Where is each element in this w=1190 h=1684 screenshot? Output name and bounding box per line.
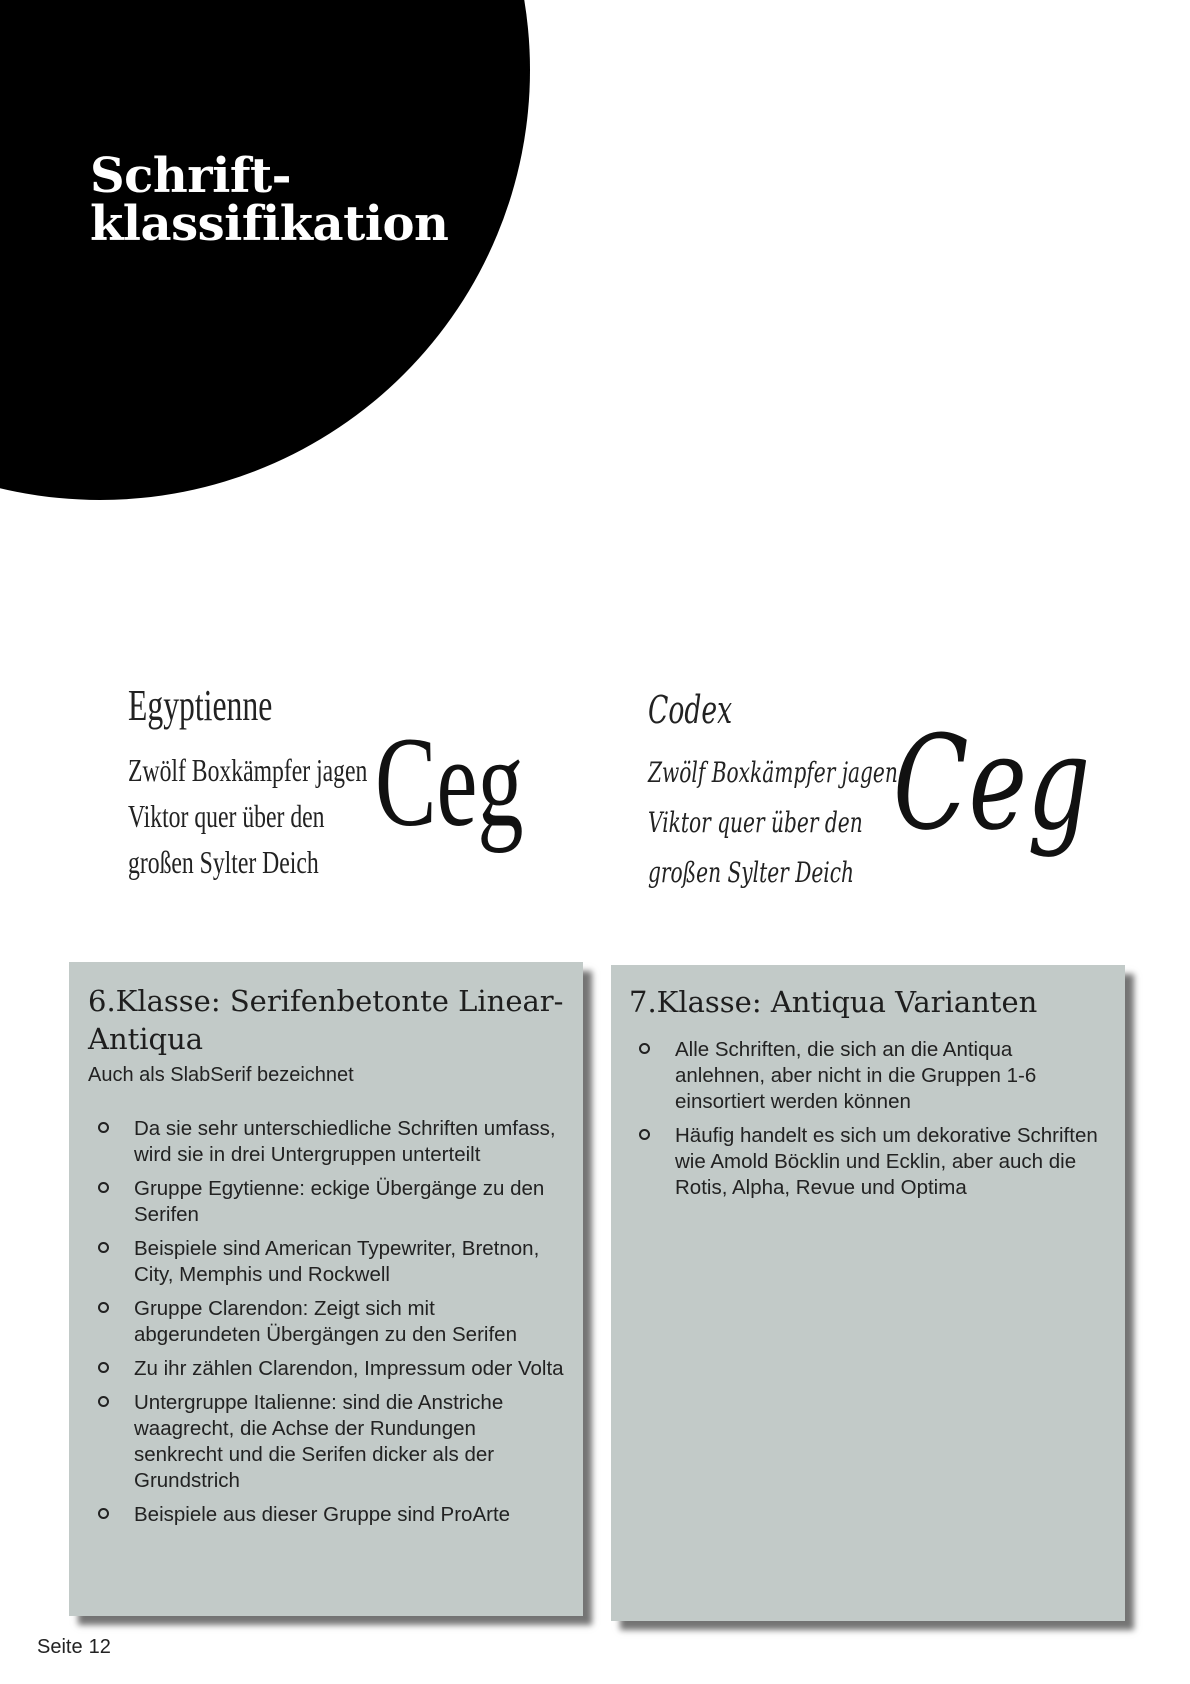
list-item — [88, 1116, 565, 1168]
bullet-list — [629, 1037, 1107, 1201]
list-item-text: Beispiele sind American Typewriter, Bretnon, City, Memphis und Rockwell — [134, 1237, 540, 1286]
list-item-text: Häufig handelt es sich um dekorative Schriften wie Amold Böcklin und Ecklin, aber auch die Rotis, Alpha, Revue und Optima — [675, 1124, 1098, 1199]
specimen-line: großen Sylter Deich — [648, 856, 855, 889]
circle-bullet-icon — [639, 1129, 650, 1140]
list-item — [88, 1176, 565, 1228]
list-item — [629, 1123, 1107, 1201]
list-item-text: Da sie sehr unterschiedliche Schriften umfass, wird sie in drei Untergruppen unterteilt — [134, 1117, 556, 1166]
page-title — [90, 148, 449, 252]
list-item-text: Gruppe Clarendon: Zeigt sich mit abgerundeten Übergängen zu den Serifen — [134, 1297, 517, 1346]
specimen-egyptienne — [128, 680, 558, 890]
box-subtitle: Auch als SlabSerif bezeichnet — [88, 1064, 354, 1086]
specimen-line: großen Sylter Deich — [128, 844, 319, 880]
page-title-line-2: klassifikation — [90, 196, 449, 252]
specimen-line: Viktor quer über den — [648, 806, 863, 839]
circle-bullet-icon — [98, 1242, 109, 1253]
list-item-text: Beispiele aus dieser Gruppe sind ProArte — [134, 1503, 511, 1526]
specimen-name: Egyptienne — [128, 681, 273, 730]
box-title: 7.Klasse: Antiqua Varianten — [629, 985, 1038, 1019]
page-number-value: 12 — [88, 1636, 111, 1658]
bullet-list — [88, 1116, 565, 1528]
list-item-text: Untergruppe Italienne: sind die Anstriche waagrecht, die Achse der Rundungen senkrecht und die Serifen dicker als der Grundstrich — [134, 1391, 504, 1492]
circle-bullet-icon — [98, 1396, 109, 1407]
specimen-line: Zwölf Boxkämpfer jagen — [128, 752, 368, 788]
specimen-codex — [648, 688, 1091, 908]
box-title: 6.Klasse: Serifenbetonte Linear-Antiqua — [88, 984, 564, 1056]
list-item — [88, 1502, 565, 1528]
specimen-line: Viktor quer über den — [128, 798, 325, 834]
list-item-text: Gruppe Egytienne: eckige Übergänge zu den Serifen — [134, 1177, 545, 1226]
list-item — [88, 1296, 565, 1348]
circle-bullet-icon — [98, 1122, 109, 1133]
circle-bullet-icon — [98, 1362, 109, 1373]
specimen-name: Codex — [648, 688, 733, 732]
specimen-glyphs: Ceg — [893, 707, 1091, 859]
circle-bullet-icon — [639, 1043, 650, 1054]
class-6-box — [69, 962, 583, 1616]
specimen-glyphs: Ceg — [375, 711, 524, 853]
list-item-text: Alle Schriften, die sich an die Antiqua anlehnen, aber nicht in die Gruppen 1-6 einsortiert werden können — [675, 1038, 1037, 1113]
list-item-text: Zu ihr zählen Clarendon, Impressum oder Volta — [134, 1357, 564, 1380]
list-item — [88, 1390, 565, 1494]
circle-bullet-icon — [98, 1182, 109, 1193]
circle-bullet-icon — [98, 1302, 109, 1313]
list-item — [88, 1236, 565, 1288]
circle-bullet-icon — [98, 1508, 109, 1519]
page-label: Seite — [37, 1636, 83, 1658]
list-item — [88, 1356, 565, 1382]
page-number — [37, 1636, 111, 1659]
list-item — [629, 1037, 1107, 1115]
page-title-line-1: Schrift- — [90, 148, 292, 204]
class-7-box — [611, 965, 1125, 1621]
specimen-line: Zwölf Boxkämpfer jagen — [648, 756, 898, 789]
